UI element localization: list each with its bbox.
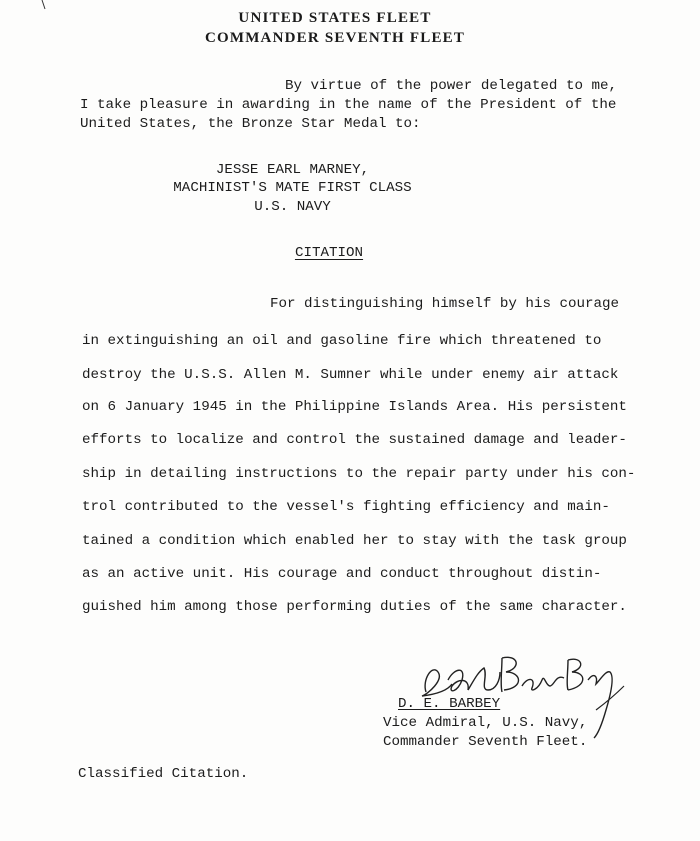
citation-line: efforts to localize and control the sustained damage and leader- — [82, 432, 627, 448]
classification-note: Classified Citation. — [78, 766, 249, 782]
recipient-service: U.S. NAVY — [254, 199, 331, 215]
signatory-title-1: Vice Admiral, U.S. Navy, — [383, 715, 588, 731]
citation-line: in extinguishing an oil and gasoline fire which threatened to — [82, 333, 602, 349]
recipient-name: JESSE EARL MARNEY, — [215, 162, 370, 178]
citation-line: trol contributed to the vessel's fighting efficiency and main- — [82, 499, 610, 515]
signatory-title-2: Commander Seventh Fleet. — [383, 734, 588, 750]
citation-line: on 6 January 1945 in the Philippine Islands Area. His persistent — [82, 399, 627, 415]
citation-line: destroy the U.S.S. Allen M. Sumner while under enemy air attack — [82, 367, 619, 383]
citation-line: ship in detailing instructions to the repair party under his con- — [82, 466, 636, 482]
signatory-name: D. E. BARBEY — [398, 696, 501, 712]
intro-line-2: I take pleasure in awarding in the name of the President of the — [80, 97, 617, 113]
header-line-1: UNITED STATES FLEET — [238, 10, 432, 26]
recipient-rank: MACHINIST'S MATE FIRST CLASS — [173, 180, 412, 196]
citation-line: tained a condition which enabled her to stay with the task group — [82, 533, 627, 549]
citation-title: CITATION — [294, 245, 364, 261]
intro-line-1: By virtue of the power delegated to me, — [285, 78, 618, 94]
header-line-2: COMMANDER SEVENTH FLEET — [204, 30, 466, 46]
citation-line: as an active unit. His courage and conduct throughout distin- — [82, 566, 602, 582]
citation-line: guished him among those performing duties of the same character. — [82, 599, 627, 615]
citation-line: For distinguishing himself by his courage — [270, 296, 620, 312]
intro-line-3: United States, the Bronze Star Medal to: — [80, 116, 421, 132]
